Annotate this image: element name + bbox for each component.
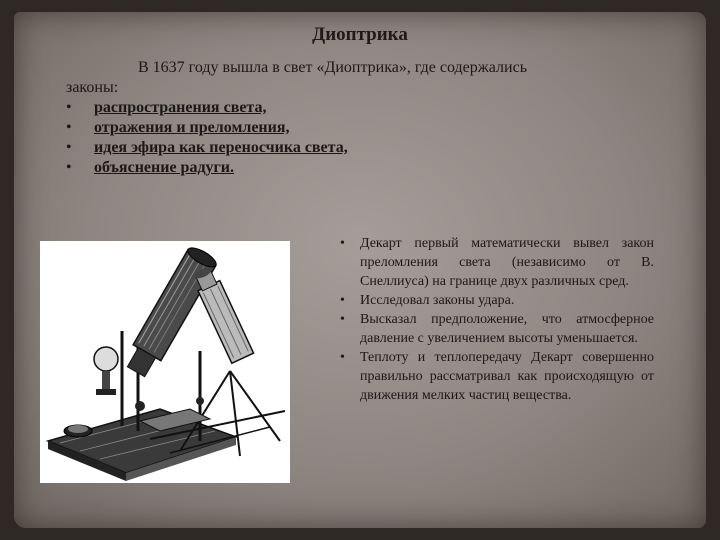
bullet: • [340, 293, 345, 308]
law-item [66, 158, 666, 178]
fact-text: Теплоту и теплопередачу Декарт совершенно правильно рассматривал как происходящую от движения мелких частиц вещества. [360, 350, 654, 403]
intro-block [66, 58, 666, 178]
facts-list [340, 234, 654, 405]
fact-item [340, 234, 654, 291]
bullet: • [66, 119, 72, 136]
law-text: отражения и преломления, [94, 119, 290, 136]
law-item [66, 98, 666, 118]
law-item [66, 118, 666, 138]
fact-item [340, 348, 654, 405]
fact-item [340, 291, 654, 310]
fact-text: Исследовал законы удара. [360, 293, 515, 308]
law-text: распространения света, [94, 99, 267, 116]
bullet: • [340, 236, 345, 251]
bullet: • [340, 350, 345, 365]
bullet: • [66, 99, 72, 116]
fact-text: Высказал предположение, что атмосферное давление с увеличением высоты уменьшается. [360, 312, 654, 346]
law-item [66, 138, 666, 158]
intro-text: В 1637 году вышла в свет «Диоптрика», где содержались [138, 59, 527, 76]
law-text: идея эфира как переносчика света, [94, 139, 348, 156]
slide-title: Диоптрика [312, 24, 408, 45]
laws-label: законы: [66, 79, 119, 96]
law-text: объяснение радуги. [94, 159, 235, 176]
microscope-drawing [40, 241, 290, 483]
bullet: • [340, 312, 345, 327]
bullet: • [66, 139, 72, 156]
bullet: • [66, 159, 72, 176]
fact-text: Декарт первый математически вывел закон преломления света (независимо от В. Снеллиуса) на границе двух различных сред. [360, 236, 654, 289]
fact-item [340, 310, 654, 348]
microscope-illustration [40, 241, 290, 483]
laws-list [66, 98, 666, 178]
